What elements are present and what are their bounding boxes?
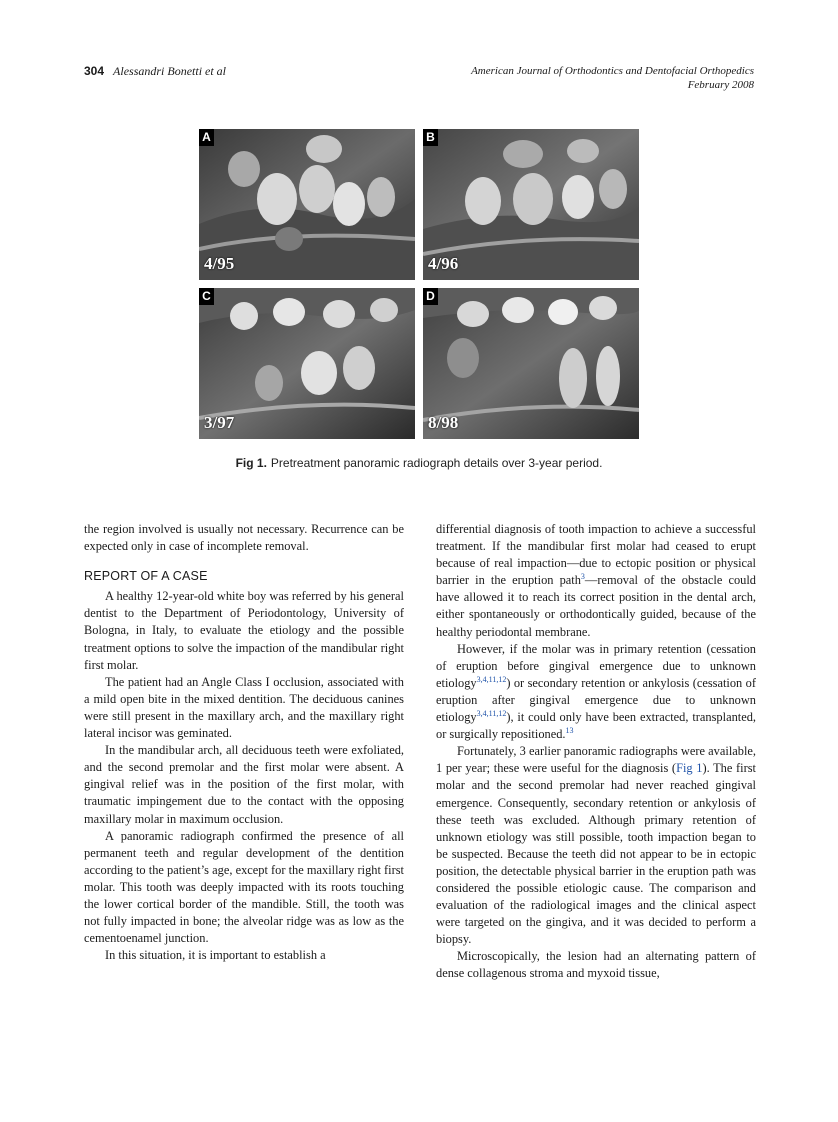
journal-issue: February 2008 (687, 79, 754, 91)
paragraph: In this situation, it is important to establish a (105, 948, 326, 963)
paragraph (436, 743, 756, 948)
panel-label-a: A (199, 129, 214, 146)
figure-caption-text: Pretreatment panoramic radiograph details over 3-year period. (270, 456, 603, 470)
panel-date-b: 4/96 (428, 254, 459, 273)
page-number: 304 (84, 64, 105, 78)
citation-superscript[interactable]: 3,4,11,12 (476, 674, 507, 684)
section-heading-report-of-a-case: REPORT OF A CASE (84, 569, 208, 584)
running-authors: Alessandri Bonetti et al (113, 64, 227, 78)
text-run: differential diagnosis of tooth impaction to achieve a successful treatment. If the mandibular first molar had ceased to erupt because of real impaction—due to ectopic position or physical barrier in the eruption path (436, 522, 756, 588)
paragraph: Microscopically, the lesion had an alternating pattern of dense collagenous stroma and myxoid tissue, (436, 949, 756, 981)
panel-date-d: 8/98 (428, 413, 459, 432)
figure-link[interactable]: Fig 1 (676, 761, 703, 776)
panel-date-a: 4/95 (204, 254, 235, 273)
radiograph-panel-c (199, 288, 415, 439)
text-run: Fortunately, 3 earlier panoramic radiographs were available, 1 per year; these were useful for the diagnosis ( (436, 744, 756, 776)
radiograph-panel-b (423, 129, 639, 280)
running-header-right (471, 64, 754, 92)
citation-superscript[interactable]: 3 (580, 572, 585, 582)
journal-title: American Journal of Orthodontics and Dentofacial Orthopedics (471, 65, 754, 77)
figure-caption (0, 456, 838, 470)
panel-label-d: D (423, 288, 438, 305)
radiograph-panel-a (199, 129, 415, 280)
panel-label-b: B (423, 129, 438, 146)
left-column (84, 521, 404, 964)
radiograph-panel-d (423, 288, 639, 439)
paragraph: The patient had an Angle Class I occlusion, associated with a mild open bite in the mixed dentition. The deciduous canines were still present in the maxillary arch, and the maxillary right lateral incisor was geminated. (84, 674, 404, 741)
running-header-left (84, 64, 226, 79)
paragraph: A healthy 12-year-old white boy was referred by his general dentist to the Department of Periodontology, University of Bologna, in Italy, to evaluate the etiology and the possible treatment options to solve the impaction of the mandibular right first molar. (84, 589, 404, 672)
text-run: ) or secondary retention or ankylosis (cessation of eruption after gingival emergence due to unknown etiology (436, 675, 756, 725)
paragraph: In the mandibular arch, all deciduous teeth were exfoliated, and the second premolar and the first molar were absent. A gingival relief was in the position of the first molar, with traumatic impingement due to the contact with the opposing maxillary molar in maximum occlusion. (84, 743, 404, 826)
text-run: ), it could only have been extracted, transplanted, or surgically repositioned. (436, 710, 756, 742)
paragraph-continuation: the region involved is usually not necessary. Recurrence can be expected only in case of incomplete removal. (84, 522, 404, 554)
text-run: ). The first molar and the second premolar had never reached gingival emergence. Consequently, secondary retention or ankylosis of these teeth was excluded. Although primary retention of unknown etiology was still possible, tooth impaction began to be suspected. Because the teeth did not appear to be in ectopic position, the detectable physical barrier in the eruption path was considered the possible etiologic cause. The comparison and evaluation of the radiological images and the clinical aspect were targeted on the gingiva, and it was decided to perform a biopsy. (436, 761, 756, 947)
citation-superscript[interactable]: 3,4,11,12 (476, 708, 507, 718)
figure-caption-label: Fig 1. (235, 456, 267, 470)
panel-date-c: 3/97 (204, 413, 235, 432)
text-run: —removal of the obstacle could have allowed it to reach its correct position in the dental arch, either spontaneously or orthodontically guided, because of the healthy periodontal membrane. (436, 573, 756, 639)
paragraph (436, 641, 756, 744)
paragraph: A panoramic radiograph confirmed the presence of all permanent teeth and regular development of the dentition according to the patient’s age, except for the maxillary right first molar. This tooth was deeply impacted with its roots touching the lower cortical border of the mandible. Still, the tooth was not fully impacted in bone; the alveolar ridge was as low as the cementoenamel junction. (84, 828, 404, 946)
panel-label-c: C (199, 288, 214, 305)
text-run: However, if the molar was in primary retention (cessation of eruption before gingival emergence due to unknown etiology (436, 641, 756, 690)
paragraph (436, 521, 756, 641)
figure-radiographs (199, 129, 639, 439)
right-column (436, 521, 756, 983)
citation-superscript[interactable]: 13 (565, 726, 574, 735)
